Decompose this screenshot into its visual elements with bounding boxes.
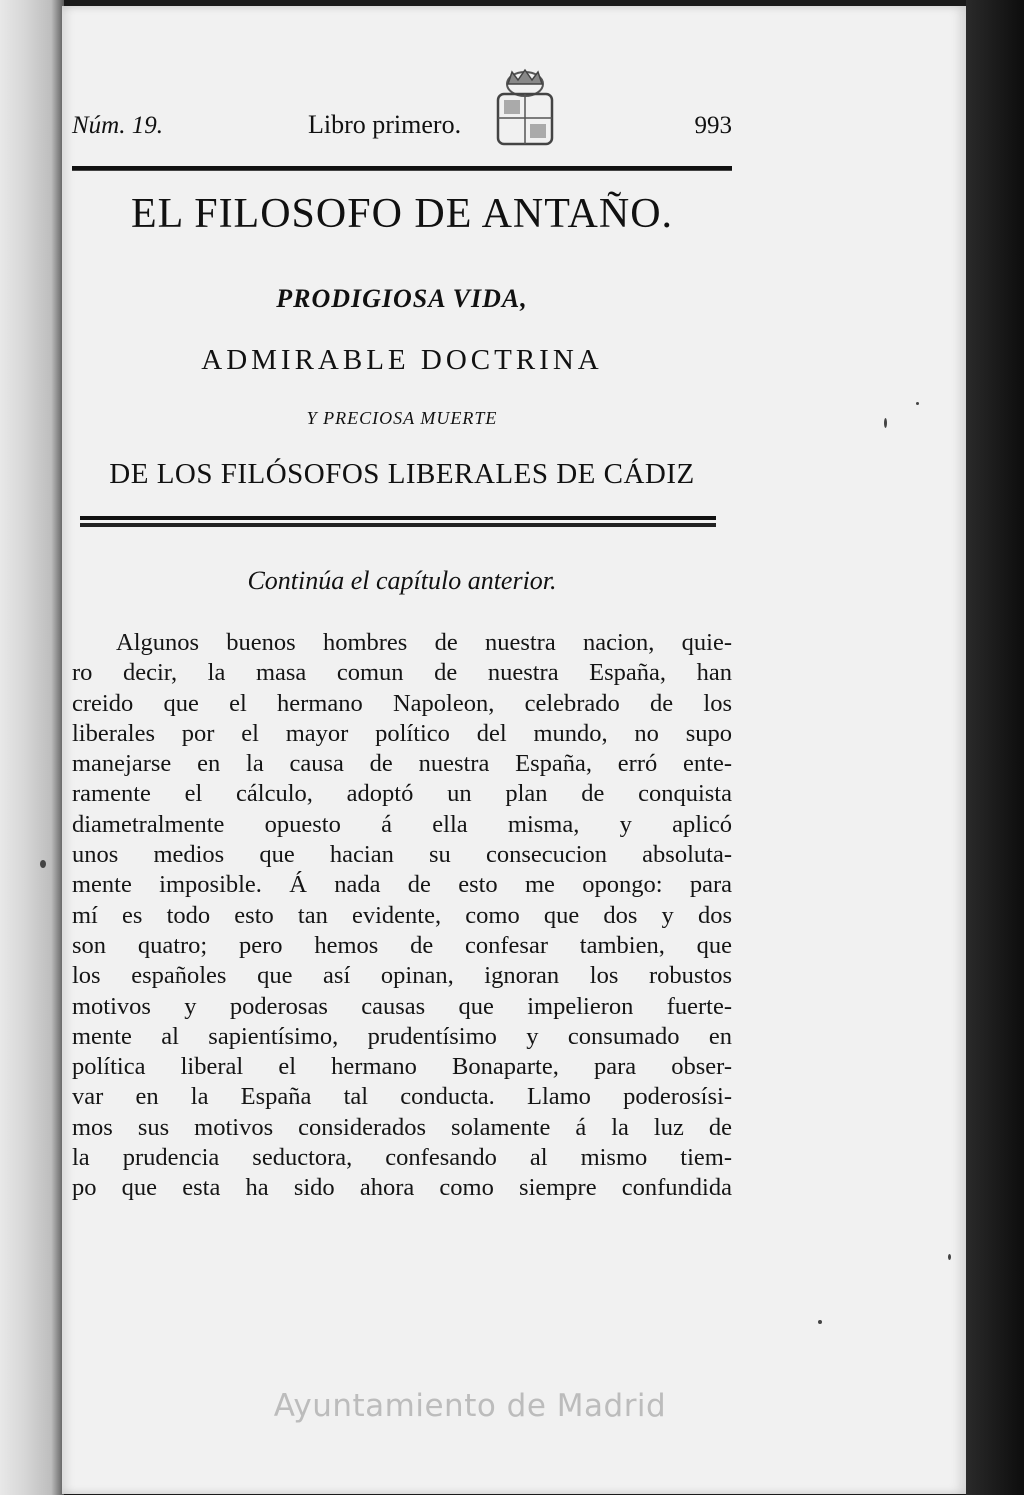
body-line: los españoles que así opinan, ignoran los robustos	[72, 962, 732, 990]
subtitle-line-1: PRODIGIOSA VIDA,	[276, 284, 528, 313]
running-header	[72, 108, 732, 152]
body-line: var en la España tal conducta. Llamo poderosísi-	[72, 1083, 732, 1111]
subtitle-line-4: DE LOS FILÓSOFOS LIBERALES DE CÁDIZ	[109, 458, 695, 490]
body-line: manejarse en la causa de nuestra España, erró ente-	[72, 750, 732, 778]
body-line: unos medios que hacian su consecucion absoluta-	[72, 841, 732, 869]
chapter-heading: Continúa el capítulo anterior.	[247, 566, 557, 595]
body-line: mos sus motivos considerados solamente á la luz de	[72, 1113, 732, 1141]
document-title: EL FILOSOFO DE ANTAÑO.	[130, 191, 674, 237]
page-number: 993	[694, 112, 732, 139]
book-label: Libro primero.	[308, 110, 462, 139]
body-line: Algunos buenos hombres de nuestra nacion, quie-	[116, 629, 732, 656]
body-line: son quatro; pero hemos de confesar tambien, que	[72, 931, 732, 959]
header-rule	[72, 166, 732, 171]
body-line: creido que el hermano Napoleon, celebrado de los	[72, 689, 732, 717]
body-line: motivos y poderosas causas que impelieron fuerte-	[72, 992, 732, 1020]
body-line: ramente el cálculo, adoptó un plan de conquista	[72, 780, 732, 808]
scanner-background	[966, 0, 1024, 1495]
body-line: po que esta ha sido ahora como siempre confundida	[72, 1174, 732, 1202]
body-line: ro decir, la masa comun de nuestra España, han	[72, 659, 732, 687]
institution-watermark: Ayuntamiento de Madrid	[273, 1388, 667, 1424]
body-line: liberales por el mayor político del mundo, no supo	[72, 719, 732, 747]
left-page-edge	[0, 0, 64, 1495]
subtitle-line-3: Y PRECIOSA MUERTE	[306, 408, 498, 428]
body-line: diametralmente opuesto á ella misma, y aplicó	[72, 810, 732, 838]
issue-number: Núm. 19.	[72, 112, 163, 139]
subtitle-line-2: ADMIRABLE DOCTRINA	[201, 344, 603, 376]
body-line: mente al sapientísimo, prudentísimo y consumado en	[72, 1022, 732, 1050]
body-line: la prudencia seductora, confesando al mismo tiem-	[72, 1144, 732, 1172]
body-line: mí es todo esto tan evidente, como que dos y dos	[72, 901, 732, 929]
body-paragraph	[72, 628, 732, 1204]
body-line: mente imposible. Á nada de esto me opongo: para	[72, 871, 732, 899]
double-rule-divider	[80, 516, 716, 528]
body-line: política liberal el hermano Bonaparte, para obser-	[72, 1053, 732, 1081]
